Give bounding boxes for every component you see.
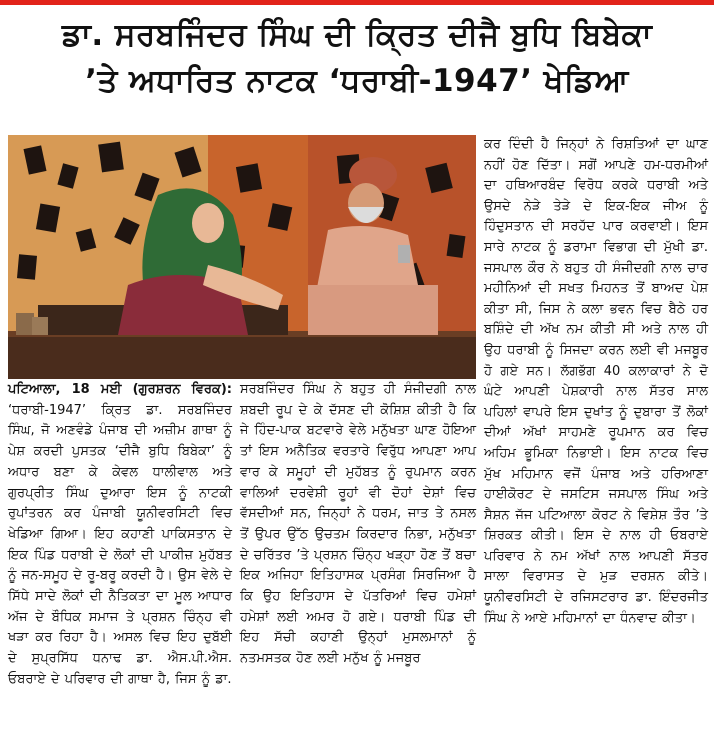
article-column-3 <box>484 135 708 629</box>
article-column-3-text: ਕਰ ਦਿੰਦੀ ਹੈ ਜਿਨ੍ਹਾਂ ਨੇ ਰਿਸ਼ਤਿਆਂ ਦਾ ਘਾਣ ਨਹੀਂ ਹੋਣ ਦਿੱਤਾ। ਸਗੋਂ ਆਪਣੇ ਹਮ-ਧਰਮੀਆਂ ਦਾ ਹਥਿਆਰਬੰਦ ਵਿਰੋਧ ਕਰਕੇ ਧਰਾਬੀ ਅਤੇ ਉਸਦੇ ਨੇੜੇ ਤੇੜੇ ਦੇ ਇਕ-ਇਕ ਜੀਅ ਨੂੰ ਹਿੰਦੁਸਤਾਨ ਦੀ ਸਰਹੱਦ ਪਾਰ ਕਰਵਾਈ। ਇਸ ਸਾਰੇ ਨਾਟਕ ਨੂੰ ਡਰਾਮਾ ਵਿਭਾਗ ਦੀ ਮੁੱਖੀ ਡਾ. ਜਸਪਾਲ ਕੌਰ ਨੇ ਬਹੁਤ ਹੀ ਸੰਜੀਦਗੀ ਨਾਲ ਚਾਰ ਮਹੀਨਿਆਂ ਦੀ ਸਖਤ ਮਿਹਨਤ ਤੋਂ ਬਾਅਦ ਪੇਸ਼ ਕੀਤਾ ਸੀ, ਜਿਸ ਨੇ ਕਲਾ ਭਵਨ ਵਿਚ ਬੈਠੇ ਹਰ ਬਸ਼ਿੰਦੇ ਦੀ ਅੱਖ ਨਮ ਕੀਤੀ ਸੀ ਅਤੇ ਨਾਲ ਹੀ ਉਹ ਧਰਾਬੀ ਨੂੰ ਸਿਜਦਾ ਕਰਨ ਲਈ ਵੀ ਮਜਬੂਰ ਹੋ ਗਏ ਸਨ। ਲੱਗਭੱਗ 40 ਕਲਾਕਾਰਾਂ ਨੇ ਦੋ ਘੰਟੇ ਆਪਣੀ ਪੇਸ਼ਕਾਰੀ ਨਾਲ ਸੱਤਰ ਸਾਲ ਪਹਿਲਾਂ ਵਾਪਰੇ ਇਸ ਦੁਖਾਂਤ ਨੂੰ ਦੁਬਾਰਾ ਤੋਂ ਲੋਕਾਂ ਦੀਆਂ ਅੱਖਾਂ ਸਾਹਮਣੇ ਰੂਪਮਾਨ ਕਰ ਵਿਚ ਅਹਿਮ ਭੂਮਿਕਾ ਨਿਭਾਈ। ਇਸ ਨਾਟਕ ਵਿਚ ਮੁੱਖ ਮਹਿਮਾਨ ਵਜੋਂ ਪੰਜਾਬ ਅਤੇ ਹਰਿਆਣਾ ਹਾਈਕੋਰਟ ਦੇ ਜਸਟਿਸ ਜਸਪਾਲ ਸਿੰਘ ਅਤੇ ਸੈਸ਼ਨ ਜੱਜ ਪਟਿਆਲਾ ਕੋਰਟ ਨੇ ਵਿਸ਼ੇਸ਼ ਤੌਰ ’ਤੇ ਸ਼ਿਰਕਤ ਕੀਤੀ। ਇਸ ਦੇ ਨਾਲ ਹੀ ਓਬਰਾਏ ਪਰਿਵਾਰ ਨੇ ਨਮ ਅੱਖਾਂ ਨਾਲ ਆਪਣੀ ਸੱਤਰ ਸਾਲਾ ਵਿਰਾਸਤ ਦੇ ਮੁੜ ਦਰਸ਼ਨ ਕੀਤੇ। ਯੂਨੀਵਰਸਿਟੀ ਦੇ ਰਜਿਸਟਰਾਰ ਡਾ. ਇੰਦਰਜੀਤ ਸਿੰਘ ਨੇ ਆਏ ਮਹਿਮਾਨਾਂ ਦਾ ਧੰਨਵਾਦ ਕੀਤਾ। <box>484 137 708 626</box>
headline-line-1: ਡਾ. ਸਰਬਜਿੰਦਰ ਸਿੰਘ ਦੀ ਕ੍ਰਿਤ ਦੀਜੈ ਬੁਧਿ ਬਿਬੇਕਾ <box>61 17 653 53</box>
article-column-2 <box>240 380 476 670</box>
dateline: ਪਟਿਆਲਾ, 18 ਮਈ (ਗੁਰਸ਼ਰਨ ਵਿਰਕ): <box>8 382 232 397</box>
stage-play-photo <box>8 135 476 379</box>
article-column-2-text: ਸਰਬਜਿੰਦਰ ਸਿੰਘ ਨੇ ਬਹੁਤ ਹੀ ਸੰਜੀਦਗੀ ਨਾਲ ਸ਼ਬਦੀ ਰੂਪ ਦੇ ਕੇ ਦੱਸਣ ਦੀ ਕੋਸ਼ਿਸ਼ ਕੀਤੀ ਹੈ ਕਿ ਜੇ ਹਿੰਦ-ਪਾਕ ਬਟਵਾਰੇ ਵੇਲੇ ਮਨੁੱਖਤਾ ਘਾਣ ਹੋਇਆ ਤਾਂ ਇਸ ਅਨੈਤਿਕ ਵਰਤਾਰੇ ਵਿਰੁੱਧ ਆਪਣਾ ਆਪ ਵਾਰ ਕੇ ਸਮੂਹਾਂ ਦੀ ਮੁਹੱਬਤ ਨੂੰ ਰੁਪਮਾਨ ਕਰਨ ਵਾਲਿਆਂ ਦਰਵੇਸ਼ੀ ਰੂਹਾਂ ਵੀ ਦੋਹਾਂ ਦੇਸ਼ਾਂ ਵਿਚ ਵੱਸਦੀਆਂ ਸਨ, ਜਿਨ੍ਹਾਂ ਨੇ ਧਰਮ, ਜਾਤ ਤੇ ਨਸਲ ਤੋਂ ਉਪਰ ਉੱਠ ਉਚਤਮ ਕਿਰਦਾਰ ਨਿਭਾ, ਮਨੁੱਖਤਾ ਦੇ ਚਰਿੱਤਰ ’ਤੇ ਪ੍ਰਸ਼ਨ ਚਿੰਨ੍ਹ ਖੜ੍ਹਾ ਹੋਣ ਤੋਂ ਬਚਾ ਇਕ ਅਜਿਹਾ ਇਤਿਹਾਸਕ ਪ੍ਰਸੰਗ ਸਿਰਜਿਆ ਹੈ ਕਿ ਉਹ ਇਤਿਹਾਸ ਦੇ ਪੱਤਰਿਆਂ ਵਿਚ ਹਮੇਸ਼ਾਂ ਹਮੇਸ਼ਾਂ ਲਈ ਅਮਰ ਹੋ ਗਏ। ਧਰਾਬੀ ਪਿੰਡ ਦੀ ਇਹ ਸੱਚੀ ਕਹਾਣੀ ਉਨ੍ਹਾਂ ਮੁਸਲਮਾਨਾਂ ਨੂੰ ਨਤਮਸਤਕ ਹੋਣ ਲਈ ਮਨੁੱਖ ਨੂੰ ਮਜਬੂਰ <box>240 382 476 667</box>
article-column-1-text: ‘ਧਰਾਬੀ-1947’ ਕ੍ਰਿਤ ਡਾ. ਸਰਬਜਿੰਦਰ ਸਿੰਘ, ਜੋ ਅਣਵੰਡੇ ਪੰਜਾਬ ਦੀ ਅਜ਼ੀਮ ਗਾਥਾ ਨੂੰ ਪੇਸ਼ ਕਰਦੀ ਪੁਸਤਕ ‘ਦੀਜੈ ਬੁਧਿ ਬਿਬੇਕਾ’ ਨੂੰ ਅਧਾਰ ਬਣਾ ਕੇ ਕੇਵਲ ਧਾਲੀਵਾਲ ਅਤੇ ਗੁਰਪ੍ਰੀਤ ਸਿੰਘ ਦੁਆਰਾ ਇਸ ਨੂੰ ਨਾਟਕੀ ਰੁਪਾਂਤਰਨ ਕਰ ਪੰਜਾਬੀ ਯੂਨੀਵਰਸਿਟੀ ਵਿਚ ਖੇਡਿਆ ਗਿਆ। ਇਹ ਕਹਾਣੀ ਪਾਕਿਸਤਾਨ ਦੇ ਇਕ ਪਿੰਡ ਧਰਾਬੀ ਦੇ ਲੋਕਾਂ ਦੀ ਪਾਕੀਜ਼ ਮੁਹੱਬਤ ਨੂੰ ਜਨ-ਸਮੂਹ ਦੇ ਰੂ-ਬਰੂ ਕਰਦੀ ਹੈ। ਉਸ ਵੇਲੇ ਦੇ ਸਿੱਧੇ ਸਾਦੇ ਲੋਕਾਂ ਦੀ ਨੈਤਿਕਤਾ ਦਾ ਮੂਲ ਆਧਾਰ ਅੱਜ ਦੇ ਬੌਧਿਕ ਸਮਾਜ ਤੇ ਪ੍ਰਸ਼ਨ ਚਿੰਨ੍ਹ ਵੀ ਖੜਾ ਕਰ ਰਿਹਾ ਹੈ। ਅਸਲ ਵਿਚ ਇਹ ਦੁਬੱਈ ਦੇ ਸੁਪ੍ਰਸਿੱਧ ਧਨਾਢ ਡਾ. ਐਸ.ਪੀ.ਐਸ. ਓਬਰਾਏ ਦੇ ਪਰਿਵਾਰ ਦੀ ਗਾਥਾ ਹੈ, ਜਿਸ ਨੂੰ ਡਾ. <box>8 402 232 687</box>
headline-line-2: ’ਤੇ ਅਧਾਰਿਤ ਨਾਟਕ ‘ਧਰਾਬੀ-1947’ ਖੇਡਿਆ <box>85 63 629 99</box>
article-column-1 <box>8 380 232 691</box>
headline <box>0 12 714 104</box>
top-rule <box>0 0 714 5</box>
